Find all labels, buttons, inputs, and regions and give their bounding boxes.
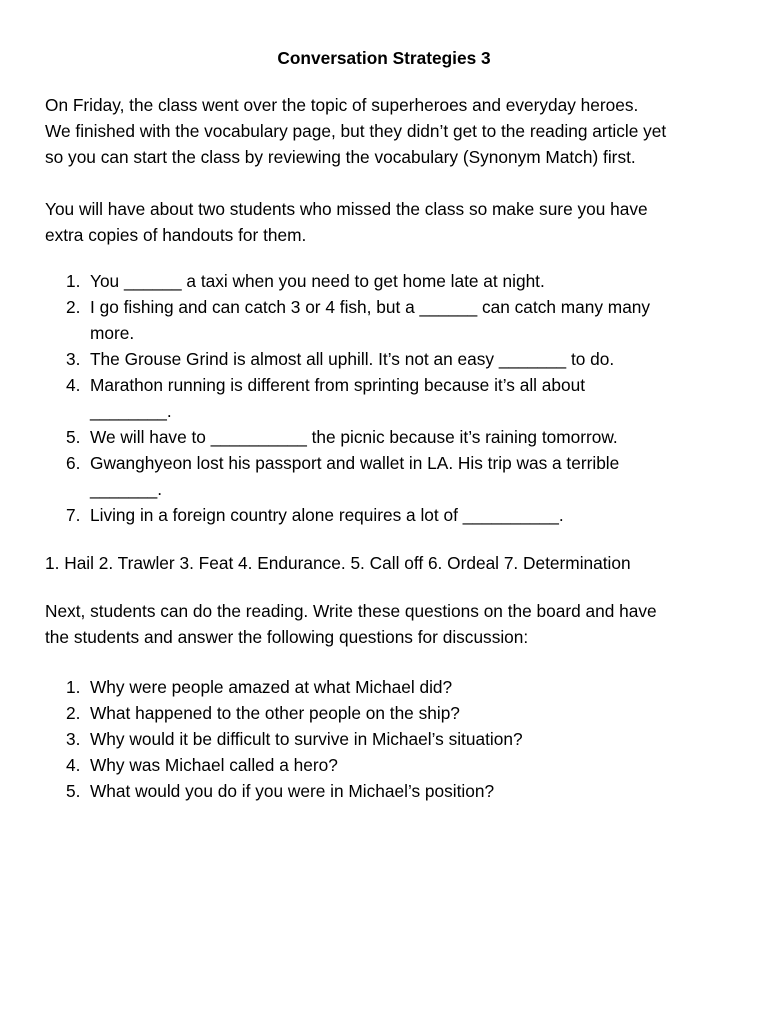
vocab-question [0, 346, 730, 372]
question-text: I go fishing and can catch 3 or 4 fish, but a ______ can catch many many [90, 297, 651, 317]
question-text: What would you do if you were in Michael’s position? [90, 781, 495, 801]
discussion-question [0, 674, 730, 700]
note-paragraph [45, 196, 745, 248]
answer-key: 1. Hail 2. Trawler 3. Feat 4. Endurance. 5. Call off 6. Ordeal 7. Determination [45, 553, 631, 573]
discussion-question [0, 752, 730, 778]
vocab-question [0, 450, 730, 502]
vocab-question [0, 424, 730, 450]
question-text: You ______ a taxi when you need to get home late at night. [90, 271, 545, 291]
question-text: Marathon running is different from sprinting because it’s all about [90, 375, 586, 395]
question-text: We will have to __________ the picnic because it’s raining tomorrow. [90, 427, 618, 447]
page-title: Conversation Strategies 3 [277, 48, 491, 68]
reading-line: the students and answer the following questions for discussion: [45, 627, 529, 647]
discussion-question-list [0, 674, 730, 804]
question-number: 6. [66, 453, 81, 473]
note-line: extra copies of handouts for them. [45, 225, 307, 245]
question-text: Why would it be difficult to survive in Michael’s situation? [90, 729, 523, 749]
question-text: Why were people amazed at what Michael did? [90, 677, 453, 697]
question-text: Living in a foreign country alone requires a lot of __________. [90, 505, 564, 525]
discussion-question [0, 726, 730, 752]
question-number: 5. [66, 427, 81, 447]
question-number: 3. [66, 349, 81, 369]
question-number: 1. [66, 271, 81, 291]
intro-line: so you can start the class by reviewing the vocabulary (Synonym Match) first. [45, 147, 636, 167]
question-text: _______. [90, 479, 163, 499]
question-number: 4. [66, 755, 81, 775]
vocab-question [0, 502, 730, 528]
discussion-question [0, 778, 730, 804]
vocab-question [0, 372, 730, 424]
discussion-question [0, 700, 730, 726]
question-number: 2. [66, 297, 81, 317]
intro-line: We finished with the vocabulary page, but they didn’t get to the reading article yet [45, 121, 667, 141]
question-text: more. [90, 323, 135, 343]
question-number: 5. [66, 781, 81, 801]
question-number: 2. [66, 703, 81, 723]
vocabulary-question-list [0, 268, 730, 528]
intro-line: On Friday, the class went over the topic of superheroes and everyday heroes. [45, 95, 639, 115]
question-number: 4. [66, 375, 81, 395]
vocab-question [0, 294, 730, 346]
question-number: 3. [66, 729, 81, 749]
intro-paragraph [45, 92, 745, 170]
question-text: ________. [90, 401, 172, 421]
reading-paragraph [45, 598, 745, 650]
reading-line: Next, students can do the reading. Write these questions on the board and have [45, 601, 657, 621]
vocab-question [0, 268, 730, 294]
note-line: You will have about two students who missed the class so make sure you have [45, 199, 648, 219]
question-text: Why was Michael called a hero? [90, 755, 338, 775]
question-number: 7. [66, 505, 81, 525]
question-text: Gwanghyeon lost his passport and wallet in LA. His trip was a terrible [90, 453, 620, 473]
question-number: 1. [66, 677, 81, 697]
question-text: What happened to the other people on the ship? [90, 703, 460, 723]
question-text: The Grouse Grind is almost all uphill. It’s not an easy _______ to do. [90, 349, 615, 369]
